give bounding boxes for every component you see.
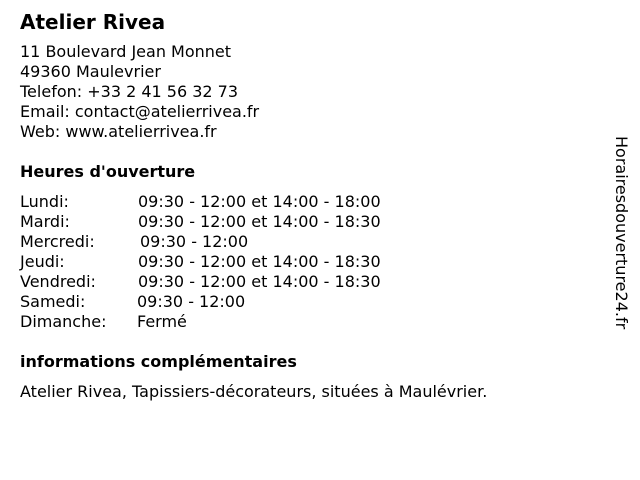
day-label: Mardi: [20,212,70,231]
web-line: Web: www.atelierrivea.fr [20,122,217,141]
phone-line: Telefon: +33 2 41 56 32 73 [20,82,239,101]
day-label: Dimanche: [20,312,107,331]
day-label: Jeudi: [20,252,65,271]
hours-row-wednesday [20,232,600,252]
site-watermark-label: Horairesdouverture24.fr [612,136,631,330]
hours-value: Fermé [137,312,187,331]
info-title: informations complémentaires [20,352,297,371]
business-name: Atelier Rivea [20,10,166,34]
day-label: Lundi: [20,192,69,211]
day-label: Mercredi: [20,232,95,251]
day-label: Vendredi: [20,272,96,291]
hours-row-sunday [20,312,600,332]
hours-value: 09:30 - 12:00 et 14:00 - 18:30 [138,212,381,231]
hours-row-thursday [20,252,600,272]
address-line-1: 11 Boulevard Jean Monnet [20,42,232,61]
business-card [20,10,600,402]
hours-value: 09:30 - 12:00 [137,292,246,311]
email-line: Email: contact@atelierrivea.fr [20,102,260,121]
hours-row-friday [20,272,600,292]
hours-value: 09:30 - 12:00 et 14:00 - 18:30 [138,252,381,271]
info-text: Atelier Rivea, Tapissiers-décorateurs, situées à Maulévrier. [20,382,488,401]
address-line-2: 49360 Maulevrier [20,62,161,81]
hours-value: 09:30 - 12:00 [140,232,249,251]
hours-title: Heures d'ouverture [20,162,196,181]
hours-value: 09:30 - 12:00 et 14:00 - 18:30 [138,272,381,291]
day-label: Samedi: [20,292,86,311]
hours-row-saturday [20,292,600,312]
hours-row-tuesday [20,212,600,232]
hours-row-monday [20,192,600,212]
hours-value: 09:30 - 12:00 et 14:00 - 18:00 [138,192,381,211]
